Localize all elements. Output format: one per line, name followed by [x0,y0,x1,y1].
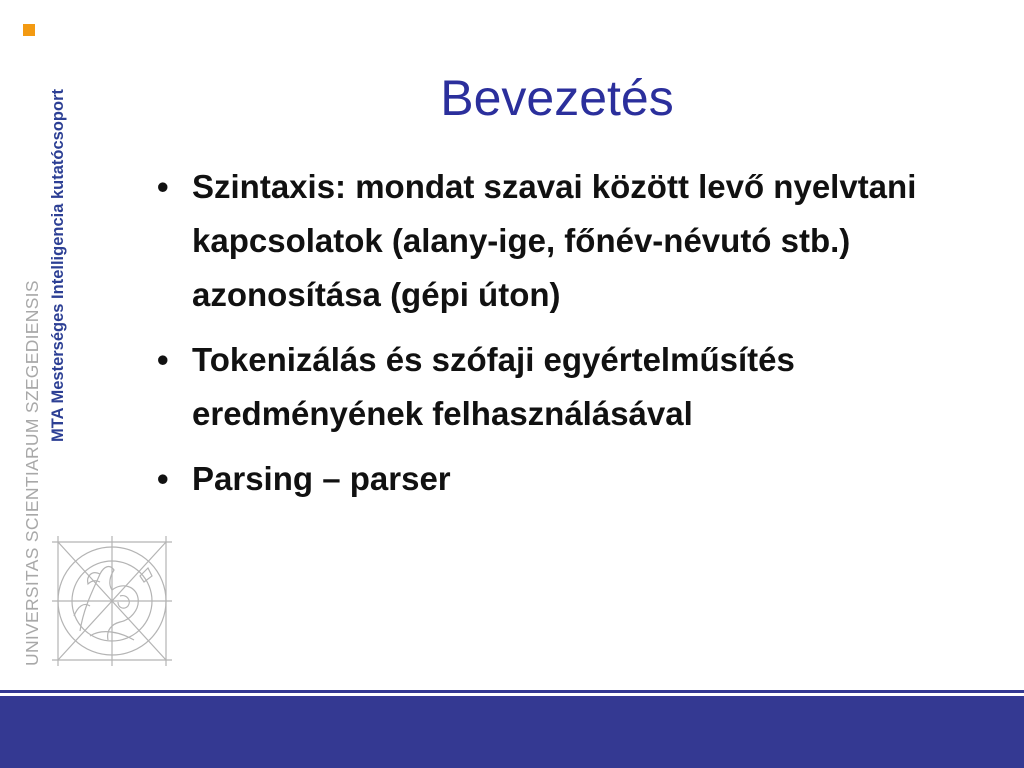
bullet-text: Parsing – parser [192,460,451,497]
bullet-dot-icon: • [157,460,169,497]
orange-square-icon [23,24,35,36]
footer-band [0,690,1024,768]
bullet-dot-icon: • [157,168,169,205]
bullet-text: Tokenizálás és szófaji egyértelműsítés eredményének felhasználásával [192,341,795,432]
university-seal-icon [50,536,174,666]
bullet-text: Szintaxis: mondat szavai között levő nyelvtani kapcsolatok (alany-ige, főnév-névutó stb.) azonosítása (gépi úton) [192,168,917,313]
footer-fill [0,696,1024,768]
research-group-label: MTA Mesterséges Intelligencia kutatócsoport [49,89,67,442]
bullet-list [150,160,970,517]
bullet-item [150,333,970,441]
bullet-item [150,160,970,322]
slide-title: Bevezetés [440,70,674,126]
university-label: UNIVERSITAS SCIENTIARUM SZEGEDIENSIS [22,280,42,666]
bullet-item [150,452,970,506]
bullet-dot-icon: • [157,341,169,378]
